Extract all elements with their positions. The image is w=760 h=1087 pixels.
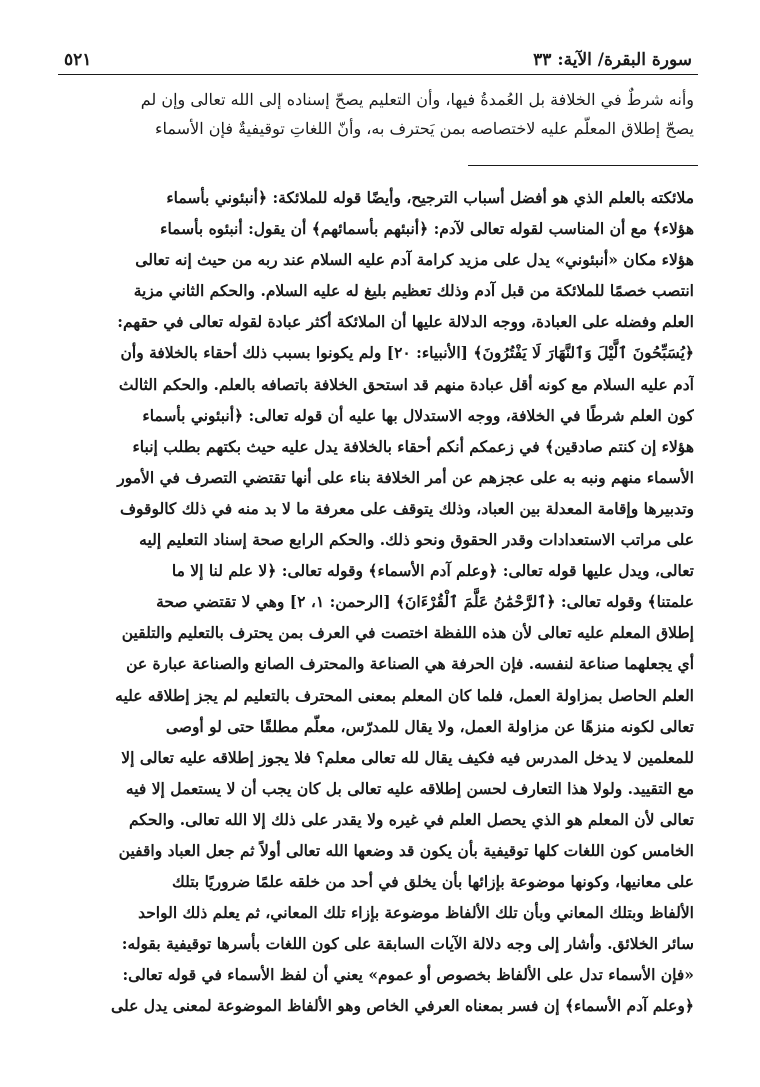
commentary-line: ملائكته بالعلم الذي هو أفضل أسباب الترجيح، وأيضًا قوله للملائكة: ﴿أنبئوني بأسماء — [166, 188, 694, 207]
footnote-divider — [468, 165, 698, 166]
commentary-line: إطلاق المعلم عليه تعالى لأن هذه اللفظة اختصت في العرف بمن يحترف بالتعليم والتلقين — [121, 623, 694, 643]
commentary-line: كون العلم شرطًا في الخلافة، ووجه الاستدلال بها عليه أن قوله تعالى: ﴿أنبئوني بأسماء — [142, 405, 694, 425]
page-number: ٥٢١ — [64, 50, 92, 70]
commentary-line: علمتنا﴾ وقوله تعالى: ﴿ٱلرَّحْمَٰنُ عَلَّمَ ٱلْقُرْءَانَ﴾ [الرحمن: ١، ٢] وهي لا تقتضي صحة — [156, 592, 694, 612]
commentary-line: سائر الخلائق. وأشار إلى وجه دلالة الآيات السابقة على كون اللغات بأسرها توقيفية بقوله: — [121, 934, 694, 954]
commentary-line: هؤلاء﴾ مع أن المناسب لقوله تعالى لآدم: ﴿أنبئهم بأسمائهم﴾ أن يقول: أنبئوه بأسماء — [160, 219, 694, 239]
commentary-line: للمعلمين لا يدخل المدرس فيه فكيف يقال لله تعالى معلم؟ فلا يجوز إطلاقه عليه تعالى إلا — [121, 747, 694, 767]
commentary-line: تعالى لكونه منزهًا عن مزاولة العمل، ولا يقال للمدرّس، معلّم مطلقًا حتى لو أوصى — [165, 716, 694, 736]
commentary-line: أي يجعلهما صناعة لنفسه. فإن الحرفة هي الصناعة والمحترف الصانع والصناعة عبارة عن — [126, 654, 694, 674]
commentary-line: تعالى لأن المعلم هو الذي يحصل العلم في غيره ولا يقدر على ذلك إلا الله تعالى. والحكم — [128, 809, 694, 829]
main-text-line: يصحّ إطلاق المعلّم عليه لاختصاصه بمن يَحترف به، وأنّ اللغاتِ توقيفيةٌ فإن الأسماء — [155, 119, 694, 138]
commentary-line: على معانيها، وكونها موضوعة بإزائها بأن يخلق في أحد من خلقه علمًا ضروريًا بتلك — [172, 872, 694, 892]
commentary-line: العلم الحاصل بمزاولة العمل، فلما كان المعلم بمعنى المحترف بالتعليم لم يجز إطلاقه عليه — [115, 685, 694, 705]
commentary-line: على مراتب الاستعدادات وقدر الحقوق ونحو ذلك. والحكم الرابع صحة إسناد التعليم إليه — [139, 530, 694, 550]
header-title: سورة البقرة/ الآية: ٣٣ — [533, 50, 692, 70]
commentary-line: الألفاظ وبتلك المعاني وبأن تلك الألفاظ موضوعة بإزاء تلك المعاني، ثم يعلم ذلك الواحد — [138, 903, 694, 923]
running-header — [58, 40, 698, 74]
commentary-line: هؤلاء إن كنتم صادقين﴾ في زعمكم أنكم أحقاء بالخلافة يدل عليه حيث بكتهم بطلب إنباء — [132, 436, 694, 456]
commentary-line: انتصب خصمًا للملائكة من قبل آدم وذلك تعظيم بليغ له عليه السلام. والحكم الثاني مزية — [133, 281, 694, 301]
commentary-line: وتدبيرها وإقامة المعدلة بين العباد، وذلك يتوقف على معرفة ما لا بد منه في ذلك كالوقوف — [119, 498, 694, 518]
commentary-line: الأسماء منهم ونبه به على عجزهم عن أمر الخلافة بناء على أنها تقتضي التصرف في الأمور — [117, 467, 694, 487]
main-text — [58, 85, 698, 143]
commentary-line: ﴿يُسَبِّحُونَ ٱلَّيْلَ وَٱلنَّهَارَ لَا يَفْتُرُونَ﴾ [الأنبياء: ٢٠] ولم يكونوا بسبب ذلك أحقاء بالخلافة وأن — [120, 343, 694, 363]
book-page — [58, 40, 698, 1022]
commentary-line: العلم وفضله على العبادة، ووجه الدلالة عليها أن الملائكة أكثر عبادة لقوله تعالى في حقهم: — [117, 312, 694, 332]
commentary-line: هؤلاء مكان «أنبئوني» يدل على مزيد كرامة آدم عليه السلام عند ربه من حيث إنه تعالى — [135, 250, 694, 270]
commentary-line: ﴿وعلم آدم الأسماء﴾ إن فسر بمعناه العرفي الخاص وهو الألفاظ الموضوعة لمعنى يدل على — [111, 996, 694, 1016]
commentary-line: «فإن الأسماء تدل على الألفاظ بخصوص أو عموم» يعني أن لفظ الأسماء في قوله تعالى: — [122, 965, 694, 985]
commentary-line: الخامس كون اللغات كلها توقيفية بأن يكون قد وضعها الله تعالى أولاً ثم جعل العباد واقفين — [118, 840, 694, 860]
commentary-line: مع التقييد. ولولا هذا التعارف لحسن إطلاقه عليه تعالى بل كان يجب أن لا يستعمل إلا فيه — [125, 778, 694, 798]
main-text-line: وأنه شرطٌ في الخلافة بل العُمدةُ فيها، وأن التعليم يصحّ إسناده إلى الله تعالى وإن لم — [140, 90, 694, 109]
header-rule — [58, 74, 698, 75]
commentary-line: تعالى، ويدل عليها قوله تعالى: ﴿وعلم آدم الأسماء﴾ وقوله تعالى: ﴿لا علم لنا إلا ما — [171, 561, 694, 581]
commentary-text — [58, 182, 698, 1022]
commentary-line: آدم عليه السلام مع كونه أقل عبادة منهم قد استحق الخلافة باتصافه بالعلم. والحكم الثالث — [118, 374, 694, 394]
